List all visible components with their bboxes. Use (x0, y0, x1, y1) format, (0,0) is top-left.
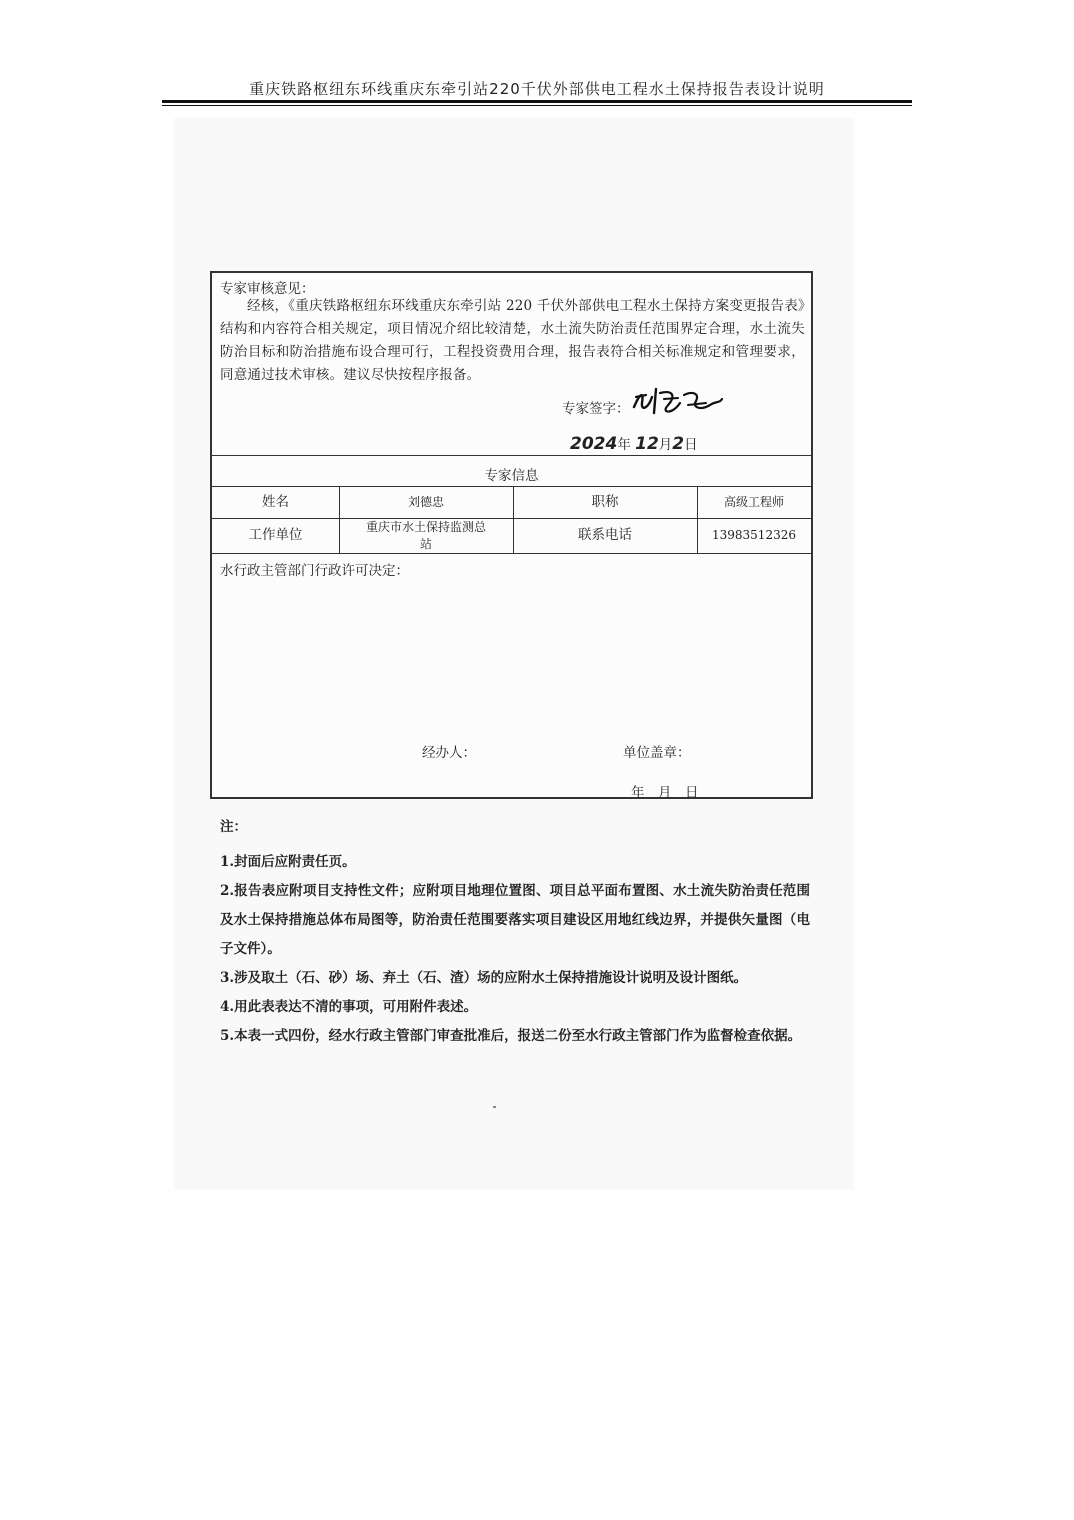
expert-info-title: 专家信息 (484, 468, 539, 484)
decision-label: 水行政主管部门行政许可决定： (220, 563, 409, 579)
review-form (210, 271, 813, 799)
note-item: 2.报告表应附项目支持性文件；应附项目地理位置图、项目总平面布置图、水土流失防治责任范围及水土保持措施总体布局图等，防治责任范围要落实项目建设区用地红线边界，并提供矢量图（电子文件）。 (220, 883, 810, 957)
date-month-unit: 月 (658, 437, 673, 453)
name-value: 刘德忠 (407, 494, 444, 509)
note-item: 1.封面后应附责任页。 (220, 854, 356, 870)
seal-label: 单位盖章： (623, 745, 691, 761)
blank-date: 年 月 日 (631, 785, 699, 801)
date-year-unit: 年 (617, 437, 631, 453)
name-label: 姓名 (262, 493, 289, 510)
notes-title: 注： (220, 819, 247, 835)
header-rule-thin (162, 105, 912, 106)
page-header-title: 重庆铁路枢纽东环线重庆东牵引站220千伏外部供电工程水土保持报告表设计说明 (249, 80, 825, 98)
employer-label: 工作单位 (248, 527, 303, 543)
divider (212, 455, 811, 456)
scan-speck (493, 1106, 496, 1108)
phone-label: 联系电话 (578, 527, 632, 543)
title-value: 高级工程师 (723, 494, 784, 509)
divider (212, 553, 811, 554)
employer-value: 重庆市水土保持监测总站 (365, 519, 486, 551)
handler-label: 经办人： (422, 745, 476, 761)
date-year: 2024 (570, 434, 618, 454)
review-body: 经核，《重庆铁路枢纽东环线重庆东牵引站 220 千伏外部供电工程水土保持方案变更报告表》结构和内容符合相关规定，项目情况介绍比较清楚，水土流失防治责任范围界定合理，水土流失防治目标和防治措施布设合理可行，工程投资费用合理，报告表符合相关标准规定和管理要求，同意通过技术审核。建议尽快按程序报备。 (220, 298, 805, 383)
handwritten-signature (630, 385, 726, 421)
notes-section (220, 815, 810, 1051)
note-item: 5.本表一式四份，经水行政主管部门审查批准后，报送二份至水行政主管部门作为监督检查依据。 (220, 1028, 802, 1044)
date-day: 2 (672, 434, 685, 454)
review-date (570, 433, 698, 454)
phone-value: 13983512326 (712, 528, 796, 542)
title-label: 职称 (591, 493, 619, 510)
date-month: 12 (635, 434, 659, 454)
note-item: 3.涉及取土（石、砂）场、弃土（石、渣）场的应附水土保持措施设计说明及设计图纸。 (220, 970, 748, 986)
review-label: 专家审核意见： (220, 281, 315, 297)
signature-label: 专家签字： (562, 401, 630, 417)
header-rule-thick (162, 100, 912, 103)
note-item: 4.用此表表达不清的事项，可用附件表述。 (220, 999, 478, 1015)
date-day-unit: 日 (684, 437, 698, 453)
